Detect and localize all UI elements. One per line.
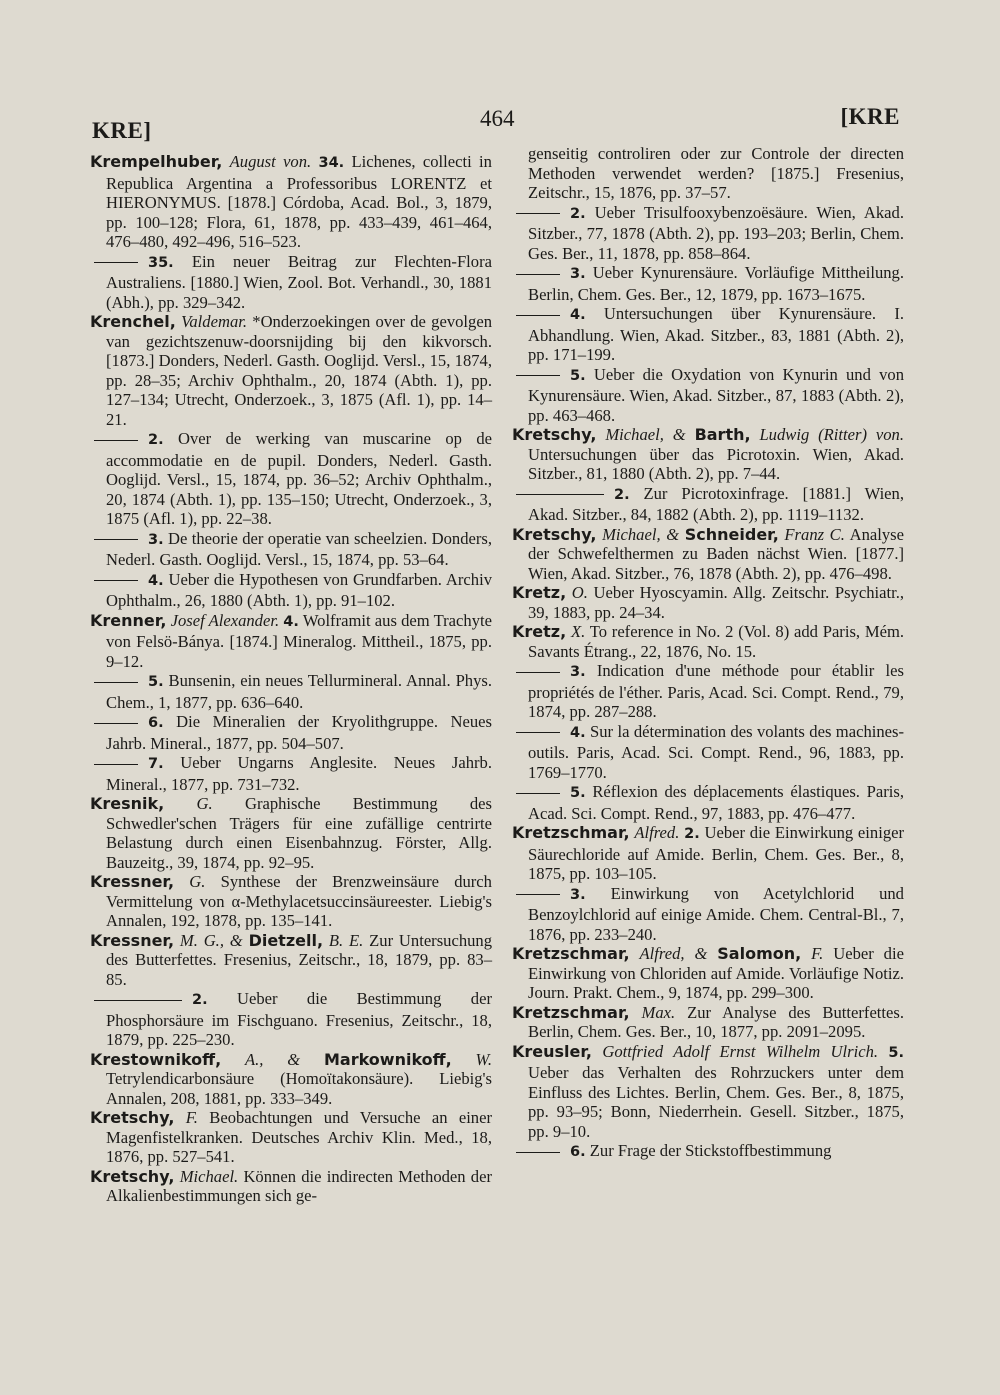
author-given-name: G.	[189, 872, 206, 891]
author-name: Kresnik,	[90, 794, 165, 813]
bibliography-entry	[512, 622, 904, 661]
bibliography-entry	[512, 1042, 904, 1142]
bibliography-entry	[512, 365, 904, 426]
bibliography-entry	[90, 931, 492, 990]
bibliography-entry	[512, 823, 904, 884]
entry-number: 2.	[684, 826, 700, 842]
bibliography-entry	[90, 429, 492, 529]
ditto-dash	[516, 732, 560, 733]
author-name: Kretzschmar,	[512, 944, 630, 963]
entry-number: 6.	[148, 715, 164, 731]
entry-number: 3.	[570, 886, 586, 903]
entry-text: Ueber Kynurensäure. Vorläufige Mittheilung. Berlin, Chem. Ges. Ber., 12, 1879, pp. 1673–1675.	[528, 263, 904, 304]
ditto-dash	[94, 440, 138, 441]
entry-text: Indication d'une méthode pour établir les propriétés de l'éther. Paris, Acad. Sci. Compt. Rend., 79, 1874, pp. 287–288.	[528, 661, 904, 721]
entry-text: Ueber Ungarns Anglesite. Neues Jahrb. Mineral., 1877, pp. 731–732.	[106, 753, 492, 794]
ditto-dash	[516, 894, 560, 895]
ditto-dash	[516, 494, 604, 495]
left-column	[90, 152, 492, 1206]
author-given-name: Max.	[641, 1002, 676, 1022]
entry-text: To reference in No. 2 (Vol. 8) add Paris, Mém. Savants Étrang., 22, 1876, No. 15.	[528, 622, 904, 661]
author-name: Kretz,	[512, 583, 567, 602]
ditto-dash	[94, 682, 138, 683]
entry-text: Ueber das Verhalten des Rohrzuckers unter dem Einfluss des Lichtes. Berlin, Chem. Ges. Ber., 8, 1875, pp. 93–95; Bonn, Niederrhein. Gesell. Sitzber., 1875, pp. 9–10.	[528, 1063, 904, 1141]
bibliography-entry	[512, 782, 904, 823]
entry-number: 35.	[148, 254, 174, 271]
author-name: Kretzschmar,	[512, 1002, 630, 1022]
entry-number: 4.	[283, 613, 299, 630]
bibliography-entry	[90, 712, 492, 753]
entry-number: 3.	[570, 664, 586, 680]
author-given-name: August von.	[229, 152, 312, 171]
author-name: Kretschy,	[90, 1166, 175, 1186]
bibliography-entry	[90, 989, 492, 1050]
bibliography-entry	[512, 425, 904, 484]
entry-text: Zur Untersuchung des Butterfettes. Fresenius, Zeitschr., 18, 1879, pp. 83–85.	[106, 930, 493, 989]
ditto-dash	[516, 315, 560, 316]
author-name: Krestownikoff,	[90, 1049, 222, 1069]
author-name: Kretzschmar,	[512, 823, 630, 842]
entry-text: Wolframit aus dem Trachyte von Felsö-Bánya. [1874.] Mineralog. Mittheil., 1875, pp. 9–12.	[106, 610, 492, 671]
author-given-name: Josef Alexander.	[170, 610, 280, 630]
author-given-name: Michael, &	[605, 425, 686, 444]
bibliography-entry	[512, 722, 904, 783]
entry-text: Zur Frage der Stickstoffbestimmung	[589, 1141, 832, 1160]
entry-text: Lichenes, collecti in Republica Argentina a Professoribus LORENTZ et HIERONYMUS. [1878.] Córdoba, Acad. Bol., 3, 1879, pp. 100–128; Flora, 61, 1878, pp. 433–439, 461–464, 476–480, 492–496, 516–523.	[106, 152, 492, 251]
author-name: Kretz,	[512, 622, 567, 641]
author-given-name: M. G., &	[179, 930, 243, 950]
bibliography-entry	[90, 753, 492, 794]
entry-number: 4.	[570, 724, 586, 741]
bibliography-entry	[512, 583, 904, 622]
bibliography-entry	[90, 570, 492, 611]
entry-number: 2.	[148, 432, 164, 448]
entry-text: Sur la détermination des volants des machines-outils. Paris, Acad. Sci. Compt. Rend., 96, 1883, pp. 1769–1770.	[528, 721, 904, 782]
bibliography-entry	[90, 1167, 492, 1206]
coauthor-given-name: B. E.	[328, 930, 364, 950]
author-name: Krempelhuber,	[90, 152, 223, 171]
entry-text: Over de werking van muscarine op de accommodatie en de pupil. Donders, Nederl. Gasth. Ooglijd. Versl., 15, 1874, pp. 36–52; Archiv Ophthalm., 20, 1874 (Abth. 1), pp. 135–150; Utrecht, Onderzoek., 3, 1875 (Afl. 1), pp. 22–38.	[106, 429, 492, 528]
author-given-name: Alfred, &	[639, 944, 708, 963]
entry-number: 6.	[570, 1144, 586, 1160]
author-name: Kretschy,	[512, 524, 597, 544]
entry-text: Untersuchungen über das Picrotoxin. Wien, Akad. Sitzber., 81, 1880 (Abth. 2), pp. 7–44.	[528, 444, 904, 483]
author-given-name: F.	[185, 1108, 198, 1127]
author-given-name: Valdemar.	[181, 312, 248, 331]
running-head-right: [KRE	[840, 104, 900, 129]
entry-text: Tetrylendicarbonsäure (Homoïtakonsäure). Liebig's Annalen, 208, 1881, pp. 333–349.	[106, 1069, 492, 1108]
entry-text: Ueber die Bestimmung der Phosphorsäure im Fischguano. Fresenius, Zeitschr., 18, 1879, pp. 225–230.	[106, 989, 492, 1049]
coauthor-name: Salomon,	[717, 944, 802, 963]
ditto-dash	[94, 539, 138, 540]
entry-number: 7.	[148, 756, 164, 772]
coauthor-given-name: Franz C.	[784, 524, 845, 544]
bibliography-entry	[512, 203, 904, 264]
author-name: Kretschy,	[90, 1108, 175, 1127]
bibliography-entry	[512, 484, 904, 525]
author-name: Krenner,	[90, 610, 167, 630]
author-given-name: X.	[570, 622, 586, 641]
entry-number: 3.	[148, 531, 164, 548]
author-name: Kreusler,	[512, 1041, 593, 1061]
bibliography-entry	[90, 611, 492, 672]
author-given-name: Michael.	[179, 1166, 239, 1186]
bibliography-entry	[90, 252, 492, 313]
entry-number: 4.	[570, 307, 586, 323]
right-column	[512, 144, 904, 1163]
entry-text: Zur Picrotoxinfrage. [1881.] Wien, Akad. Sitzber., 84, 1882 (Abth. 2), pp. 1119–1132.	[528, 483, 904, 524]
author-given-name: Alfred.	[634, 823, 680, 842]
entry-text: genseitig controliren oder zur Controle der directen Methoden verwendet werden? [1875.] Fresenius, Zeitschr., 15, 1876, pp. 37–57.	[528, 144, 904, 202]
ditto-dash	[516, 1152, 560, 1153]
entry-text: Zur Analyse des Butterfettes. Berlin, Chem. Ges. Ber., 10, 1877, pp. 2091–2095.	[528, 1002, 904, 1041]
ditto-dash	[94, 1000, 182, 1001]
author-name: Krenchel,	[90, 312, 176, 331]
entry-text: Untersuchungen über Kynurensäure. I. Abhandlung. Wien, Akad. Sitzber., 83, 1881 (Abth. 2), pp. 171–199.	[528, 304, 904, 364]
entry-number: 2.	[614, 486, 630, 503]
entry-text: Ueber die Einwirkung einiger Säurechloride auf Amide. Berlin, Chem. Ges. Ber., 8, 1875, pp. 103–105.	[528, 823, 905, 883]
bibliography-entry	[90, 794, 492, 872]
ditto-dash	[516, 672, 560, 673]
bibliography-entry	[90, 671, 492, 712]
author-given-name: A., &	[245, 1049, 301, 1069]
bibliography-entry	[512, 144, 904, 203]
entry-text: De theorie der operatie van scheelzien. Donders, Nederl. Gasth. Ooglijd. Versl., 15, 1874, pp. 53–64.	[106, 528, 492, 569]
bibliography-entry	[512, 304, 904, 365]
ditto-dash	[94, 764, 138, 765]
entry-number: 3.	[570, 266, 586, 282]
entry-text: Ueber die Hypothesen von Grundfarben. Archiv Ophthalm., 26, 1880 (Abth. 1), pp. 91–102.	[106, 569, 492, 610]
bibliography-entry	[90, 529, 492, 570]
bibliography-entry	[512, 525, 904, 584]
author-given-name: G.	[196, 794, 213, 813]
ditto-dash	[516, 274, 560, 275]
ditto-dash	[516, 375, 560, 376]
entry-text: Ueber die Oxydation von Kynurin und von Kynurensäure. Wien, Akad. Sitzber., 87, 1883 (Abth. 2), pp. 463–468.	[528, 364, 905, 425]
bibliography-entry	[90, 872, 492, 931]
entry-text: Einwirkung von Acetylchlorid und Benzoylchlorid auf einige Amide. Chem. Central-Bl., 7, 1876, pp. 233–240.	[528, 883, 904, 944]
entry-text: Beobachtungen und Versuche an einer Magenfistelkranken. Deutsches Archiv Klin. Med., 18, 1876, pp. 527–541.	[106, 1108, 492, 1166]
ditto-dash	[516, 793, 560, 794]
entry-text: Bunsenin, ein neues Tellurmineral. Annal. Phys. Chem., 1, 1877, pp. 636–640.	[106, 671, 493, 712]
ditto-dash	[516, 213, 560, 214]
entry-number: 5.	[570, 367, 586, 384]
running-head-left: KRE]	[92, 118, 152, 143]
entry-number: 5.	[888, 1044, 904, 1061]
entry-text: Die Mineralien der Kryolithgruppe. Neues Jahrb. Mineral., 1877, pp. 504–507.	[106, 712, 493, 753]
entry-text: Réflexion des déplacements élastiques. Paris, Acad. Sci. Compt. Rend., 97, 1883, pp. 476–477.	[528, 782, 905, 823]
entry-text: Ueber Trisulfooxybenzoësäure. Wien, Akad. Sitzber., 77, 1878 (Abth. 2), pp. 193–203; Berlin, Chem. Ges. Ber., 11, 1878, pp. 858–864.	[528, 202, 904, 263]
entry-text: Ein neuer Beitrag zur Flechten-Flora Australiens. [1880.] Wien, Zool. Bot. Verhandl., 30, 1881 (Abh.), pp. 329–342.	[106, 251, 492, 312]
author-given-name: O.	[571, 583, 588, 602]
ditto-dash	[94, 723, 138, 724]
coauthor-name: Schneider,	[684, 524, 779, 544]
entry-text: Synthese der Brenzweinsäure durch Vermittelung von α-Methylacetsuccinsäureester. Liebig's Annalen, 192, 1878, pp. 135–141.	[106, 872, 492, 930]
entry-text: Ueber Hyoscyamin. Allg. Zeitschr. Psychiatr., 39, 1883, pp. 24–34.	[528, 583, 904, 622]
ditto-dash	[94, 580, 138, 581]
page-number: 464	[480, 106, 515, 131]
coauthor-name: Barth,	[694, 425, 751, 444]
author-given-name: Gottfried Adolf Ernst Wilhelm Ulrich.	[602, 1041, 879, 1061]
entry-text: Können die indirecten Methoden der Alkalienbestimmungen sich ge-	[106, 1166, 492, 1205]
coauthor-given-name: Ludwig (Ritter) von.	[759, 425, 904, 444]
entry-number: 5.	[570, 785, 586, 801]
bibliography-entry	[512, 944, 904, 1003]
entry-number: 2.	[570, 205, 586, 222]
bibliography-entry	[90, 152, 492, 252]
coauthor-given-name: F.	[811, 944, 824, 963]
coauthor-name: Dietzell,	[248, 930, 324, 950]
author-name: Kretschy,	[512, 425, 597, 444]
ditto-dash	[94, 262, 138, 263]
bibliography-entry	[512, 1141, 904, 1163]
entry-text: Analyse der Schwefelthermen zu Baden nächst Wien. [1877.] Wien, Akad. Sitzber., 76, 1878 (Abth. 2), pp. 476–498.	[528, 524, 904, 583]
bibliography-entry	[512, 661, 904, 722]
bibliography-entry	[90, 1050, 492, 1109]
bibliography-entry	[512, 1003, 904, 1042]
bibliography-entry	[512, 263, 904, 304]
author-name: Kressner,	[90, 872, 175, 891]
entry-text: Graphische Bestimmung des Schwedler'schen Trägers für eine zufällige centrirte Belastung durch einen Eisenbahnzug. Förster, Allg. Bauzeitg., 39, 1874, pp. 92–95.	[106, 794, 493, 872]
entry-text: *Onderzoekingen over de gevolgen van gezichtszenuw-doorsnijding bij den kikvorsch. [1873.] Donders, Nederl. Gasth. Ooglijd. Versl., 15, 1874, pp. 28–35; Archiv Ophthalm., 20, 1874 (Abth. 1), pp. 127–134; Utrecht, Onderzoek., 3, 1875 (Afl. 1), pp. 14–21.	[106, 312, 492, 429]
bibliography-entry	[512, 884, 904, 945]
bibliography-entry	[90, 312, 492, 429]
author-given-name: Michael, &	[602, 524, 680, 544]
entry-number: 34.	[318, 155, 345, 171]
coauthor-given-name: W.	[475, 1049, 492, 1069]
author-name: Kressner,	[90, 930, 175, 950]
entry-number: 4.	[148, 572, 164, 589]
entry-text: Ueber die Einwirkung von Chloriden auf Amide. Vorläufige Notiz. Journ. Prakt. Chem., 9, 1874, pp. 299–300.	[528, 944, 904, 1002]
bibliography-entry	[90, 1108, 492, 1167]
entry-number: 5.	[148, 674, 164, 690]
coauthor-name: Markownikoff,	[323, 1049, 452, 1069]
entry-number: 2.	[192, 992, 208, 1008]
